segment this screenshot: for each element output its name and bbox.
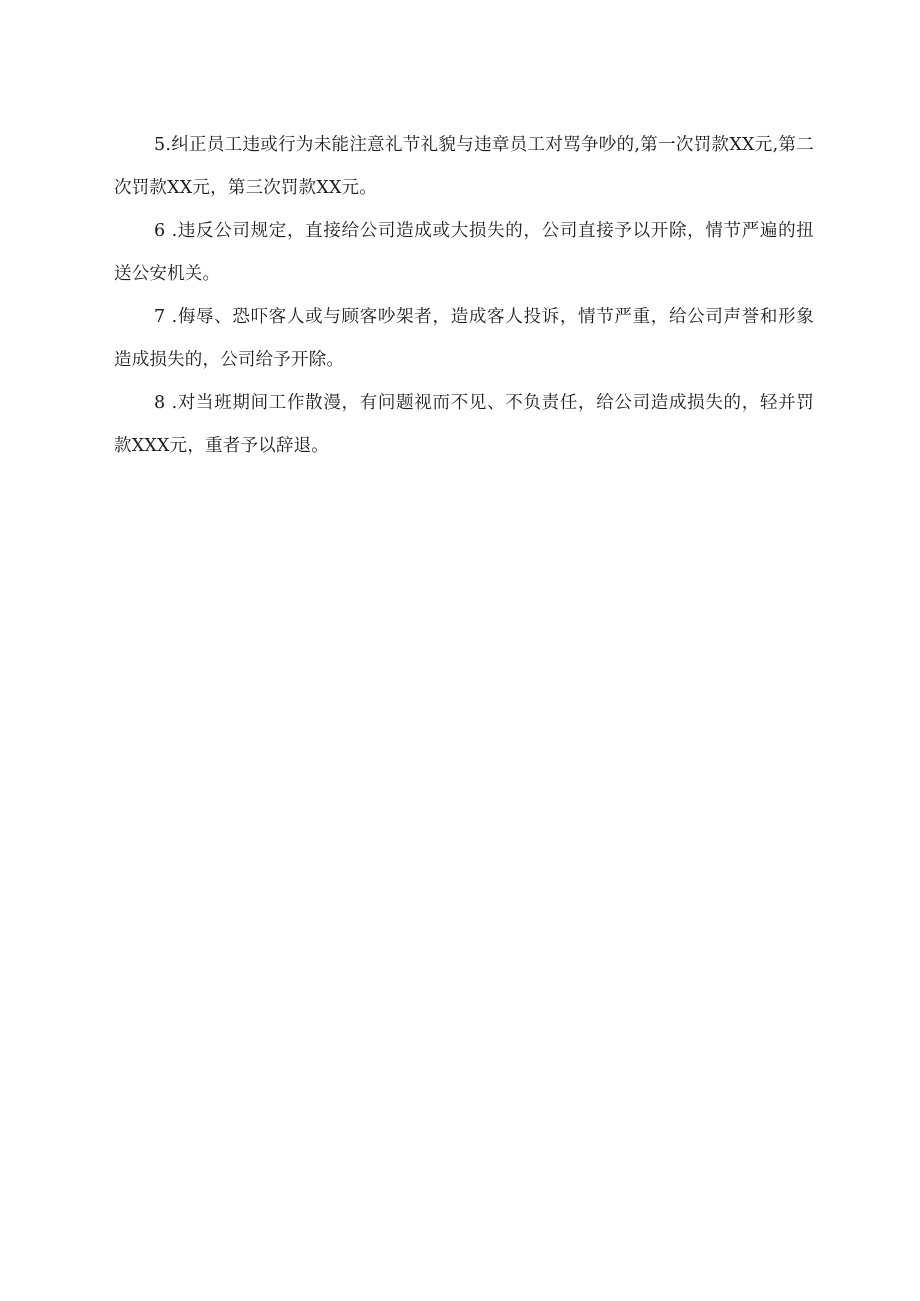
paragraph-rule-5: 5.纠正员工违或行为未能注意礼节礼貌与违章员工对骂争吵的,第一次罚款XX元,第二次罚款XX元，第三次罚款XX元。 [114,135,814,198]
paragraph-rule-8: 8 .对当班期间工作散漫，有问题视而不见、不负责任，给公司造成损失的，轻并罚款XXX元，重者予以辞退。 [114,393,814,456]
document-body [114,124,814,468]
paragraph-rule-7: 7 .侮辱、恐吓客人或与顾客吵架者，造成客人投诉，情节严重，给公司声誉和形象造成损失的，公司给予开除。 [114,307,814,370]
paragraph-rule-6: 6 .违反公司规定，直接给公司造成或大损失的，公司直接予以开除，情节严遍的扭送公安机关。 [114,221,814,284]
